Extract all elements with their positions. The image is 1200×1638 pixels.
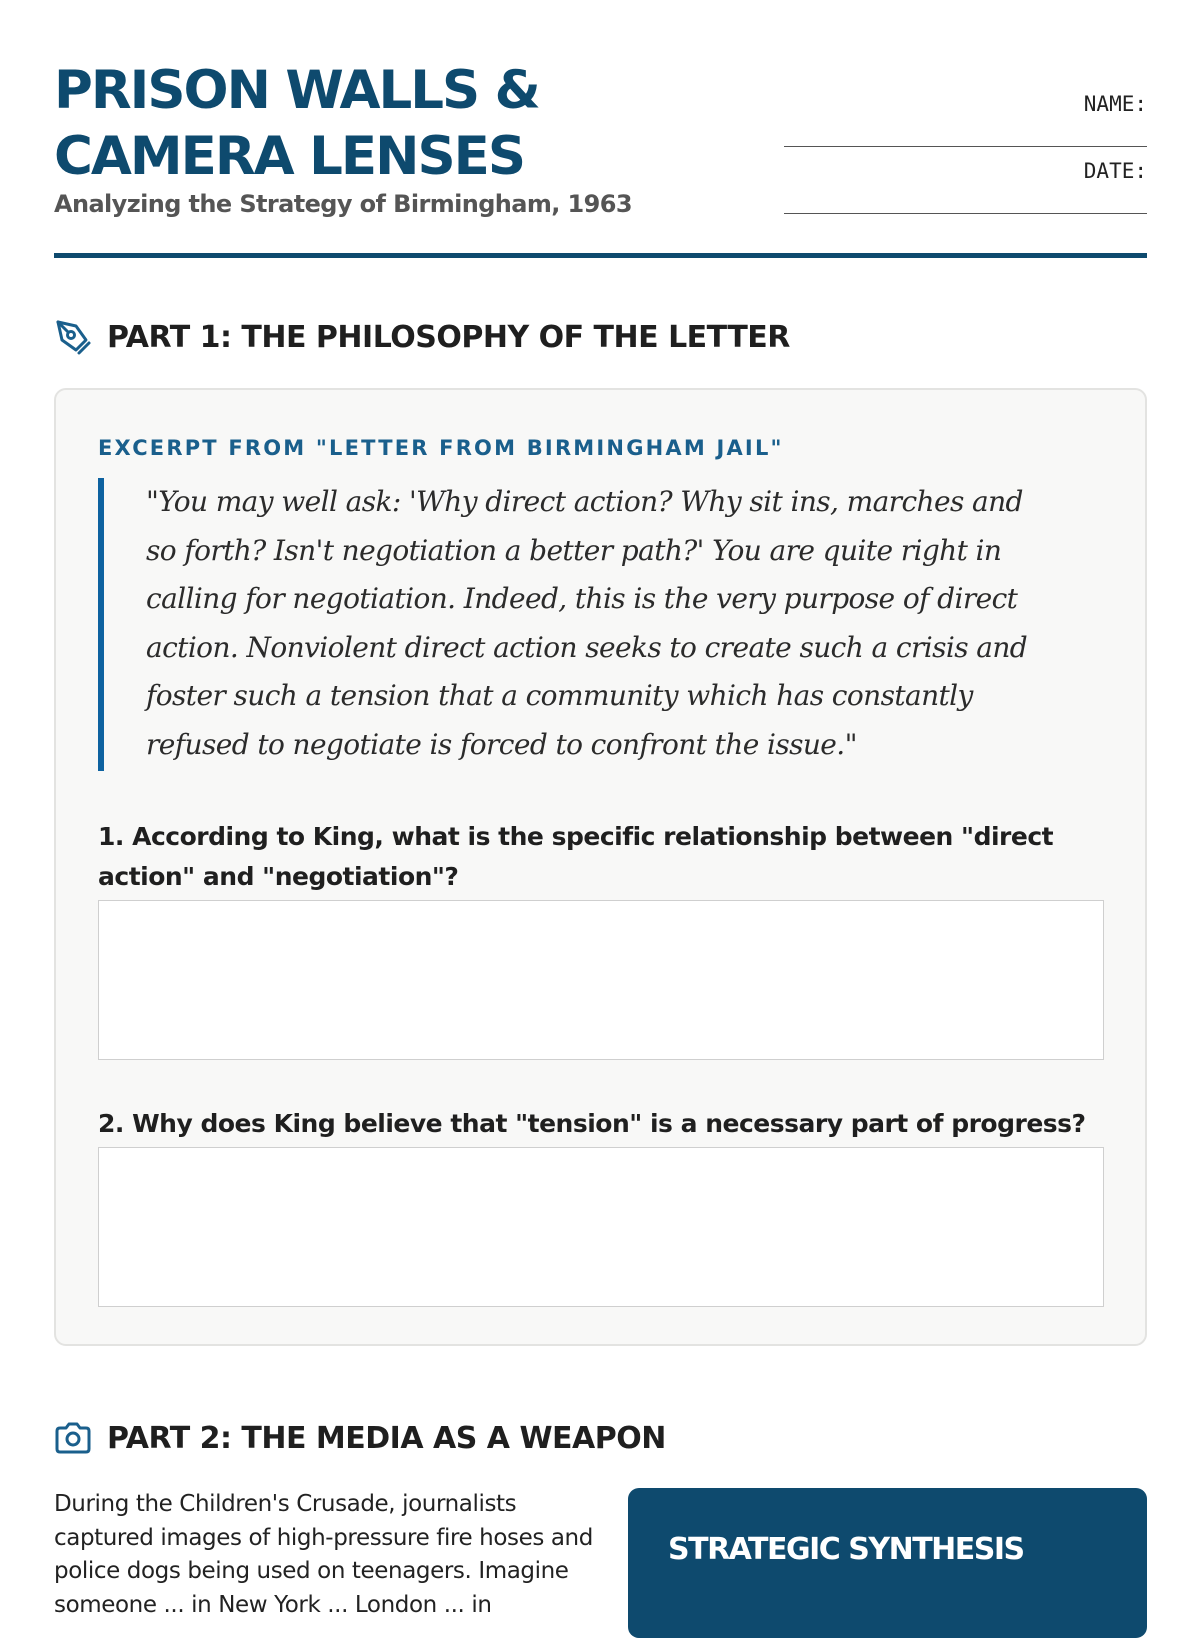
worksheet-subtitle: Analyzing the Strategy of Birmingham, 1963 [54, 190, 632, 218]
header-divider [54, 253, 1147, 258]
part1-card [54, 388, 1147, 1346]
answer-box-1[interactable] [98, 900, 1104, 1060]
name-row [784, 92, 1147, 159]
part2-heading [54, 1418, 666, 1458]
question-2: 2. Why does King believe that "tension" is a necessary part of progress? [98, 1109, 1086, 1138]
name-field-line[interactable] [784, 146, 1147, 147]
camera-icon [54, 1419, 92, 1457]
date-row [784, 159, 1147, 226]
date-field-line[interactable] [784, 213, 1147, 214]
name-label: NAME: [1083, 92, 1147, 116]
pen-nib-icon [54, 318, 92, 356]
worksheet-title: PRISON WALLS & CAMERA LENSES [54, 60, 539, 187]
worksheet-page [54, 0, 1147, 1618]
student-info [784, 92, 1147, 226]
worksheet-header [54, 58, 1147, 258]
question-1: 1. According to King, what is the specific relationship between "direct action" and "negotiation"? [98, 822, 1054, 891]
synthesis-title: STRATEGIC SYNTHESIS [668, 1532, 1024, 1567]
letter-quote: "You may well ask: 'Why direct action? Why sit ins, marches and so forth? Isn't negotiation a better path?' You are quite right in calling for negotiation. Indeed, this is the very purpose of direct action. Nonviolent direct action seeks to create such a crisis and foster such a tension that a community which has constantly refused to negotiate is forced to confront the issue." [98, 478, 1056, 771]
part2-title: PART 2: THE MEDIA AS A WEAPON [107, 1420, 666, 1456]
part2-intro-text: During the Children's Crusade, journalists captured images of high-pressure fire hoses and police dogs being used on teenagers. Imagine someone ... in New York ... London ... in [54, 1491, 593, 1618]
date-label: DATE: [1083, 159, 1147, 183]
excerpt-label: EXCERPT FROM "LETTER FROM BIRMINGHAM JAIL" [98, 436, 784, 460]
part1-title: PART 1: THE PHILOSOPHY OF THE LETTER [107, 319, 790, 355]
part1-heading [54, 317, 790, 357]
answer-box-2[interactable] [98, 1147, 1104, 1307]
strategic-synthesis-box [628, 1488, 1147, 1638]
